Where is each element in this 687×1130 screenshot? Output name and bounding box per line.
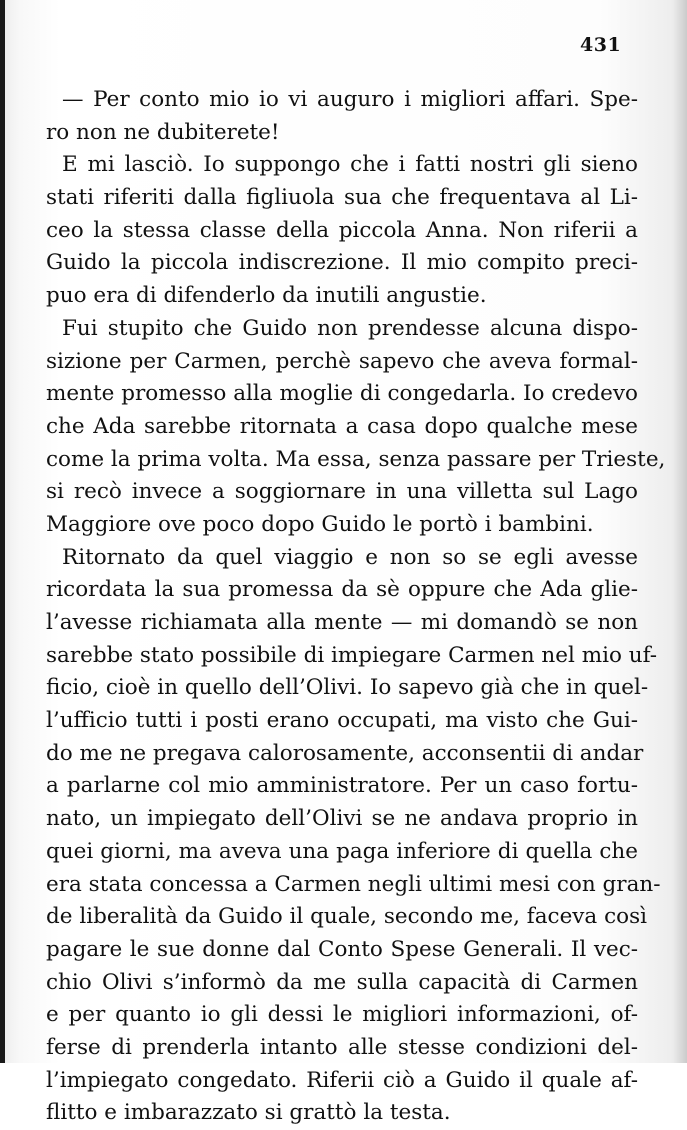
text-line: stati riferiti dalla figliuola sua che frequentava al Li- (46, 185, 638, 211)
text-line: — Per conto mio io vi auguro i migliori affari. Spe- (62, 87, 638, 112)
page-binding-edge (0, 0, 5, 1063)
text-line: flitto e imbarazzato si grattò la testa. (46, 1100, 451, 1126)
text-line: mente promesso alla moglie di congedarla. Io credevo (46, 381, 638, 407)
page-edge-shadow (673, 0, 687, 1063)
text-line: Guido la piccola indiscrezione. Il mio compito preci- (46, 250, 638, 276)
text-line: sarebbe stato possibile di impiegare Carmen nel mio uf- (46, 642, 658, 668)
text-line: si recò invece a soggiornare in una villetta sul Lago (46, 479, 638, 505)
text-line: che Ada sarebbe ritornata a casa dopo qualche mese (46, 413, 638, 439)
text-line: nato, un impiegato dell’Olivi se ne andava proprio in (46, 806, 638, 832)
text-line: puo era di difenderlo da inutili angustie. (46, 283, 487, 309)
text-line: l’impiegato congedato. Riferii ciò a Guido il quale af- (46, 1067, 638, 1093)
text-line: ficio, cioè in quello dell’Olivi. Io sapevo già che in quel- (46, 675, 649, 701)
text-line: sizione per Carmen, perchè sapevo che aveva formal- (46, 348, 638, 374)
text-line: ro non ne dubiterete! (46, 119, 280, 145)
text-line: do me ne pregava calorosamente, acconsentii di andar (46, 740, 644, 766)
text-line: E mi lasciò. Io suppongo che i fatti nostri gli sieno (62, 152, 638, 178)
text-line: l’ufficio tutti i posti erano occupati, ma visto che Gui- (46, 708, 638, 734)
text-line: ceo la stessa classe della piccola Anna. Non riferii a (46, 217, 638, 243)
text-line: quei giorni, ma aveva una paga inferiore di quella che (46, 838, 638, 864)
text-line: Ritornato da quel viaggio e non so se egli avesse (62, 544, 638, 570)
text-line: de liberalità da Guido il quale, secondo me, faceva così (46, 904, 647, 930)
text-line: ferse di prenderla intanto alle stesse condizioni del- (46, 1034, 638, 1060)
text-line: a parlarne col mio amministratore. Per un caso fortu- (46, 773, 638, 799)
text-line: come la prima volta. Ma essa, senza passare per Trieste, (46, 446, 666, 472)
text-line: Fui stupito che Guido non prendesse alcuna dispo- (62, 315, 638, 341)
page-number: 431 (580, 34, 622, 56)
text-line: pagare le sue donne dal Conto Spese Generali. Il vec- (46, 936, 638, 962)
text-line: e per quanto io gli dessi le migliori informazioni, of- (46, 1002, 638, 1028)
text-line: Maggiore ove poco dopo Guido le portò i bambini. (46, 511, 594, 537)
text-line: chio Olivi s’informò da me sulla capacità di Carmen (46, 969, 638, 995)
text-line: l’avesse richiamata alla mente — mi domandò se non (46, 610, 638, 635)
text-line: era stata concessa a Carmen negli ultimi mesi con gran- (46, 871, 661, 897)
body-text (46, 84, 666, 1130)
text-line: ricordata la sua promessa da sè oppure che Ada glie- (46, 577, 638, 603)
